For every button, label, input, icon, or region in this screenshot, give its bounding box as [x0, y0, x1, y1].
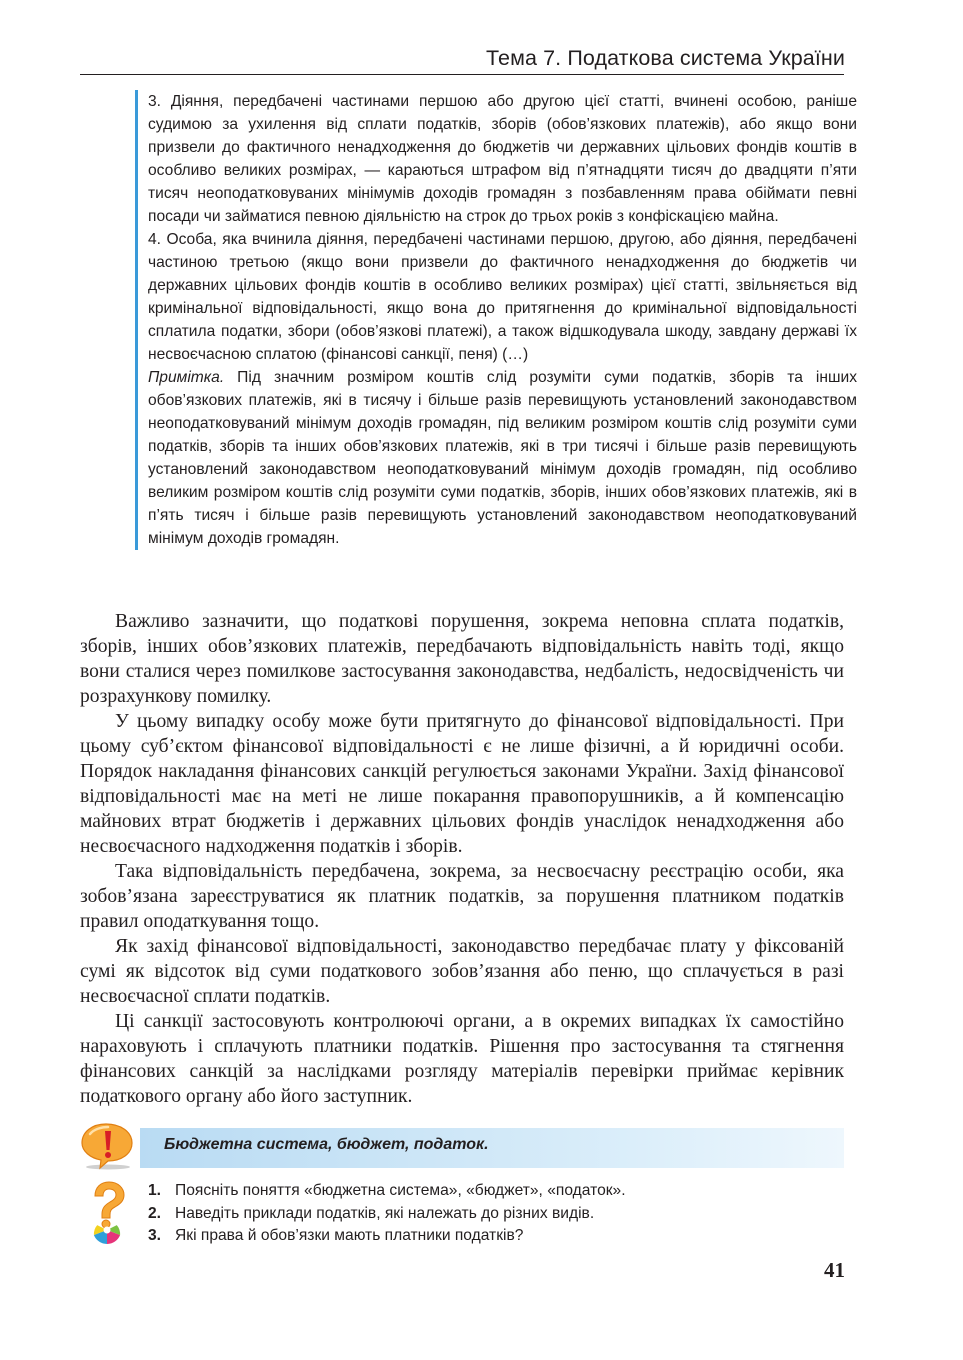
key-terms-text: Бюджетна система, бюджет, податок.	[164, 1136, 489, 1153]
body-paragraph: Як захід фінансової відповідальності, законодавство передбачає плату у фіксованій сумі як відсоток від суми податкового зобов’язання або пеню, що сплачується в разі несвоєчасної сплати податків.	[80, 936, 844, 1007]
question-item	[148, 1203, 626, 1226]
question-text: Які права й обов’язки мають платники податків?	[175, 1227, 524, 1244]
question-number: 3.	[148, 1227, 162, 1244]
body-paragraph: Важливо зазначити, що податкові порушення, зокрема неповна сплата податків, зборів, інших обов’язкових платежів, передбачають відповідальність навіть тоді, якщо вони сталися через помилкове застосування законодавства, недбалість, недосвідченість чи розрахункову помилку.	[80, 611, 844, 707]
body-paragraph: Така відповідальність передбачена, зокрема, за несвоєчасну реєстрацію особи, яка зобов’язана зареєструватися як платник податків, за порушення платником податків правил оподаткування тощо.	[80, 861, 844, 932]
question-number: 1.	[148, 1182, 162, 1199]
quote-paragraph: 4. Особа, яка вчинила діяння, передбачені частинами першою, другою, або діяння, передбачені частиною третьою (якщо вони призвели до фактичного ненадходження до бюджетів чи державних цільових фондів коштів в особливо великих розмірах) цієї статті, звільняється від кримінальної відповідальності, якщо вона до притягнення до кримінальної відповідальності сплатила податки, збори (обов’язкові платежі), а також відшкодувала шкоду, завдану державі їх несвоєчасною сплатою (фінансові санкції, пеня) (…)	[148, 231, 857, 363]
question-number: 2.	[148, 1204, 162, 1222]
note-text: Під значним розміром коштів слід розуміти суми податків, зборів та інших обов’язкових платежів, які в тисячу і більше разів перевищують установлений законодавством неоподатковуваний мінімум доходів громадян, під великим розміром коштів слід розуміти суми податків, зборів та інших обов’язкових платежів, які в три тисячі і більше разів перевищують установлений законодавством неоподатковуваний мінімум доходів громадян, під особливо великим розміром коштів слід розуміти суми податків, зборів, інших обов’язкових платежів, які в п’ять тисяч і більше разів перевищують установлений законодавством неоподатковуваний мінімум доходів громадян.	[148, 369, 857, 547]
question-item	[148, 1180, 626, 1203]
header-rule	[80, 74, 844, 75]
review-questions	[148, 1180, 626, 1248]
note-label: Примітка.	[148, 369, 225, 386]
exclamation-bubble-icon	[78, 1122, 134, 1170]
body-text	[80, 609, 844, 1109]
quote-paragraph: 3. Діяння, передбачені частинами першою або другою цієї статті, вчинені особою, раніше судимою за ухилення від сплати податків, зборів (обов’язкових платежів), або якщо вони призвели до фактичного ненадходження до бюджетів чи державних цільових фондів коштів в особливо великих розмірах, — караються штрафом від п’ятнадцяти тисяч до двадцяти п’яти тисяч неоподатковуваних мінімумів доходів громадян з позбавленням права обіймати певні посади чи займатися певною діяльністю на строк до трьох років з конфіскацією майна.	[148, 93, 857, 225]
law-quote-block	[135, 90, 857, 550]
question-text: Поясніть поняття «бюджетна система», «бюджет», «податок».	[175, 1182, 626, 1199]
question-item	[148, 1225, 626, 1248]
body-paragraph: У цьому випадку особу може бути притягнуто до фінансової відповідальності. При цьому суб’єктом фінансової відповідальності є не лише фізичні, а й юридичні особи. Порядок накладання фінансових санкцій регулюється законами України. Захід фінансової відповідальності має на меті не лише покарання правопорушників, а й компенсацію майнових втрат бюджетів і державних цільових фондів унаслідок ненадходження або несвоєчасного надходження податків і зборів.	[80, 711, 844, 857]
page-number: 41	[824, 1258, 845, 1282]
question-mark-icon	[80, 1178, 134, 1244]
body-paragraph: Ці санкції застосовують контролюючі органи, а в окремих випадках їх самостійно нараховують і сплачують платники податків. Рішення про застосування та стягнення фінансових санкцій за наслідками розгляду матеріалів перевірки приймає керівник податкового органу або його заступник.	[80, 1011, 844, 1107]
question-text: Наведіть приклади податків, які належать до різних видів.	[175, 1204, 595, 1222]
header-title: Тема 7. Податкова система України	[486, 46, 845, 70]
quote-note	[148, 366, 857, 550]
